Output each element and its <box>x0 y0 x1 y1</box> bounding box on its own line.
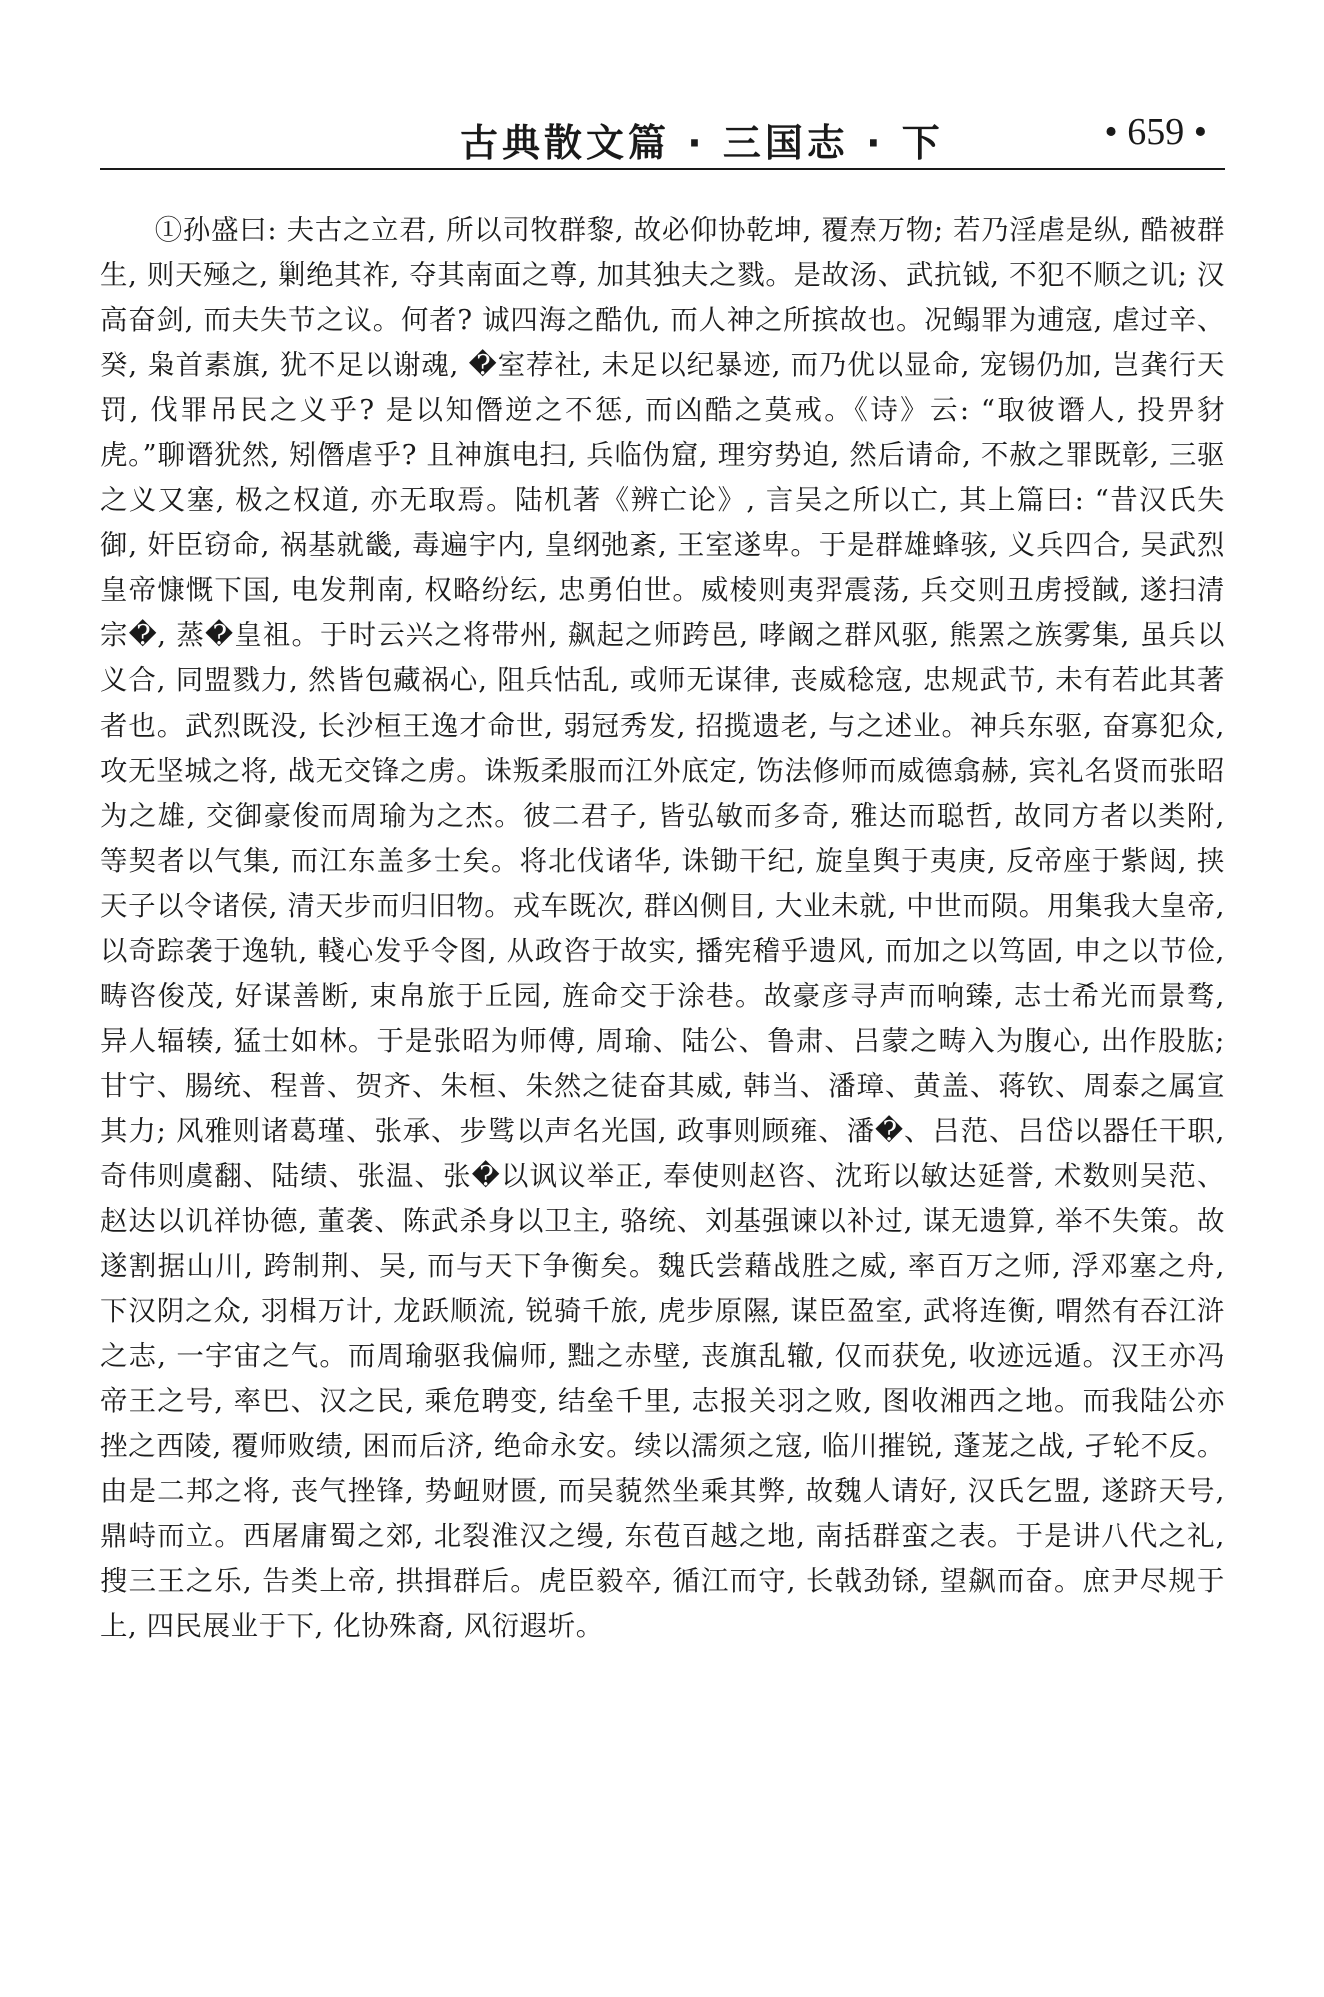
page-number: • 659 • <box>1104 111 1207 153</box>
body-paragraph: ①孙盛曰: 夫古之立君, 所以司牧群黎, 故必仰协乾坤, 覆焘万物; 若乃淫虐是纵, 酷被群生, 则天殛之, 剿绝其祚, 夺其南面之尊, 加其独夫之戮。是故汤、武抗钺, 不犯不顺之讥; 汉高奋剑, 而夫失节之议。何者? 诚四海之酷仇, 而人神之所摈故也。况鳎罪为逋寇, 虐过辛、癸, 枭首素旗, 犹不足以谢魂, �室荐社, 未足以纪暴迹, 而乃优以显命, 宠锡仍加, 岂龚行天罚, 伐罪吊民之义乎? 是以知僭逆之不惩, 而凶酷之莫戒。《诗》云: “取彼谮人, 投畀豺虎。”聊谮犹然, 矧僭虐乎? 且神旗电扫, 兵临伪窟, 理穷势迫, 然后请命, 不赦之罪既彰, 三驱之义又塞, 极之权道, 亦无取焉。陆机著《辨亡论》, 言吴之所以亡, 其上篇曰: “昔汉氏失御, 奸臣窃命, 祸基就畿, 毒遍宇内, 皇纲弛紊, 王室遂卑。于是群雄蜂骇, 义兵四合, 吴武烈皇帝慷慨下国, 电发荆南, 权略纷纭, 忠勇伯世。威棱则夷羿震荡, 兵交则丑虏授馘, 遂扫清宗�, 蒸�皇祖。于时云兴之将带州, 飙起之师跨邑, 哮阚之群风驱, 熊罴之族雾集, 虽兵以义合, 同盟戮力, 然皆包藏祸心, 阻兵怙乱, 或师无谋律, 丧威稔寇, 忠规武节, 未有若此其著者也。武烈既没, 长沙桓王逸才命世, 弱冠秀发, 招揽遗老, 与之述业。神兵东驱, 奋寡犯众, 攻无坚城之将, 战无交锋之虏。诛叛柔服而江外底定, 饬法修师而威德翕赫, 宾礼名贤而张昭为之雄, 交御豪俊而周瑜为之杰。彼二君子, 皆弘敏而多奇, 雅达而聪哲, 故同方者以类附, 等契者以气集, 而江东盖多士矣。将北伐诸华, 诛锄干纪, 旋皇舆于夷庚, 反帝座于紫闼, 挟天子以令诸侯, 清天步而归旧物。戎车既次, 群凶侧目, 大业未就, 中世而陨。用集我大皇帝, 以奇踪袭于逸轨, 輚心发乎令图, 从政咨于故实, 播宪稽乎遗风, 而加之以笃固, 申之以节俭, 畴咨俊茂, 好谋善断, 束帛旅于丘园, 旌命交于涂巷。故豪彦寻声而响臻, 志士希光而景骛, 异人辐辏, 猛士如林。于是张昭为师傅, 周瑜、陆公、鲁肃、吕蒙之畴入为腹心, 出作股肱; 甘宁、腸统、程普、贺齐、朱桓、朱然之徒奋其威, 韩当、潘璋、黄盖、蒋钦、周泰之属宣其力; 风雅则诸葛瑾、张承、步骘以声名光国, 政事则顾雍、潘�、吕范、吕岱以器任干职, 奇伟则虞翻、陆绩、张温、张�以讽议举正, 奉使则赵咨、沈珩以敏达延誉, 术数则吴范、赵达以讥祥协德, 董袭、陈武杀身以卫主, 骆统、刘基强谏以补过, 谋无遗算, 举不失策。故遂割据山川, 跨制荆、吴, 而与天下争衡矣。魏氏尝藉战胜之威, 率百万之师, 浮邓塞之舟, 下汉阴之众, 羽楫万计, 龙跃顺流, 锐骑千旅, 虎步原隰, 谋臣盈室, 武将连衡, 喟然有吞江浒之志, 一宇宙之气。而周瑜驱我偏师, 黜之赤壁, 丧旗乱辙, 仅而获免, 收迹远遁。汉王亦冯帝王之号, 率巴、汉之民, 乘危聘变, 结垒千里, 志报关羽之败, 图收湘西之地。而我陆公亦挫之西陵, 覆师败绩, 困而后济, 绝命永安。续以濡须之寇, 临川摧锐, 蓬茏之战, 孑轮不反。由是二邦之将, 丧气挫锋, 势衄财匮, 而吴藐然坐乘其弊, 故魏人请好, 汉氏乞盟, 遂跻天号, 鼎峙而立。西屠庸蜀之郊, 北裂淮汉之缦, 东苞百越之地, 南括群蛮之表。于是讲八代之礼, 搜三王之乐, 告类上帝, 拱揖群后。虎臣毅卒, 循江而守, 长戟劲铩, 望飙而奋。庶尹尽规于上, 四民展业于下, 化协殊裔, 风衍遐圻。 <box>100 215 1225 1643</box>
running-title: 古典散文篇 · 三国志 · 下 <box>460 121 944 165</box>
header-rule <box>100 168 1225 170</box>
page-header <box>100 100 1225 170</box>
